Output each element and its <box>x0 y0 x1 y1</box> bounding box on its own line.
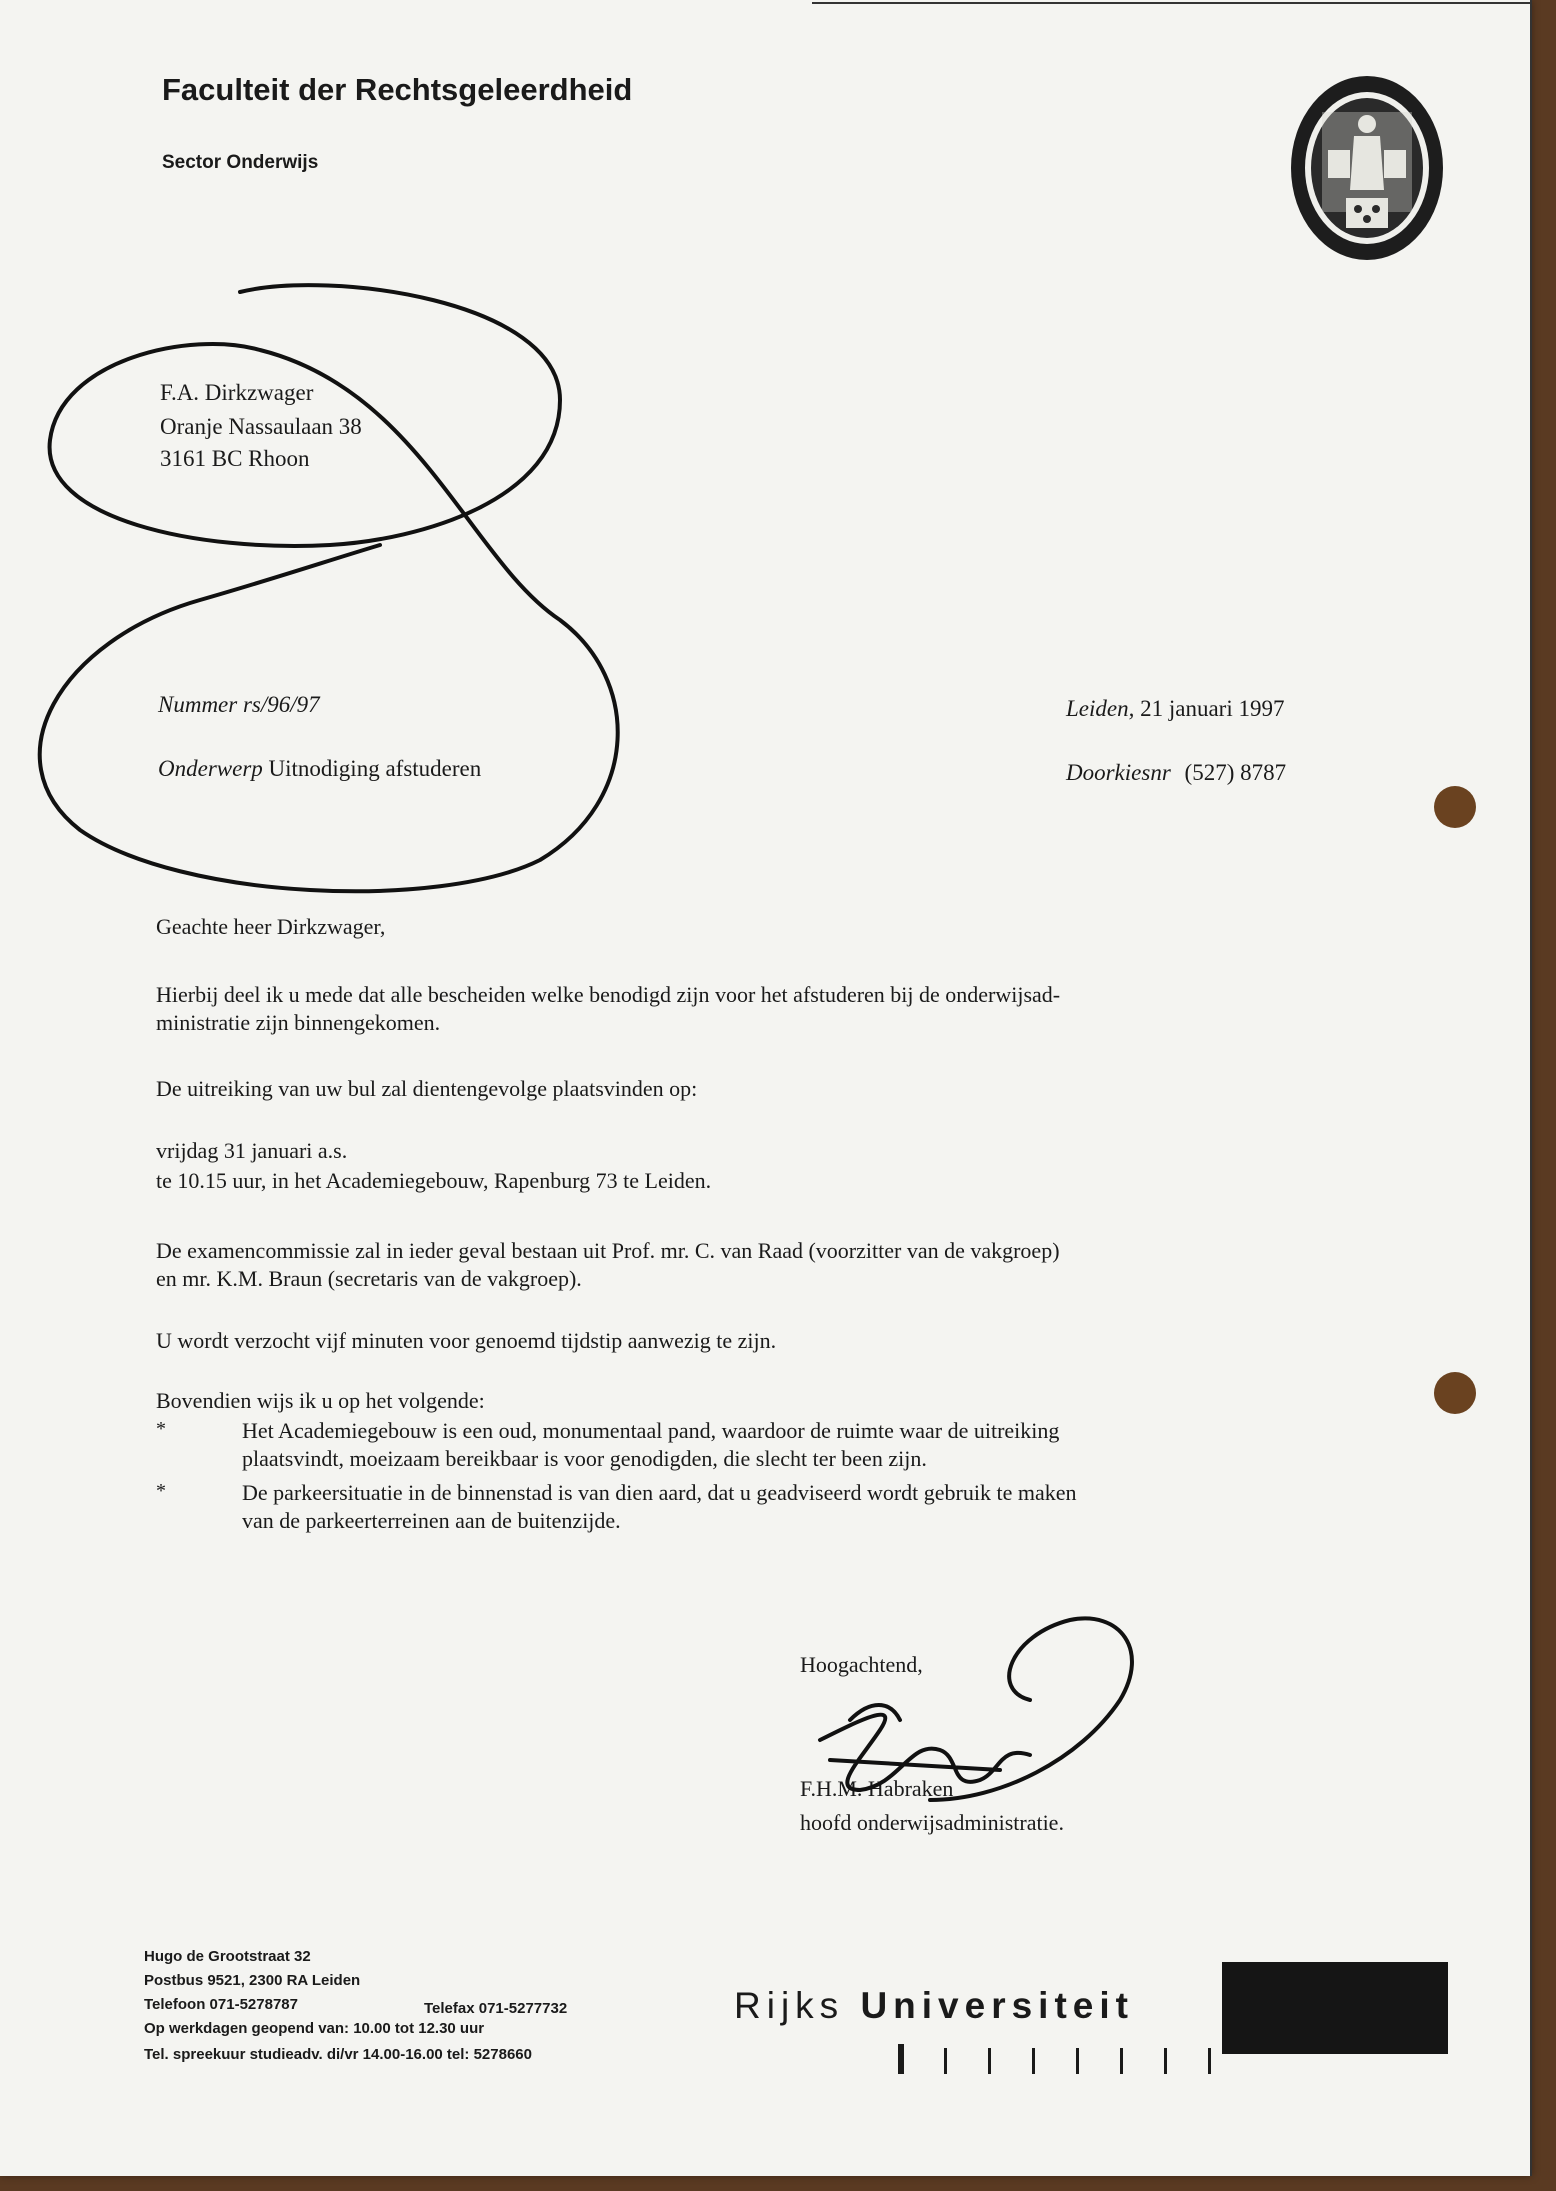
figure-eight-scribble <box>40 285 618 891</box>
signer-name: F.H.M. Habraken <box>800 1776 954 1801</box>
closing-greeting: Hoogachtend, <box>800 1652 923 1677</box>
bullet-marker: * <box>156 1418 166 1440</box>
item-2-line-2: van de parkeerterreinen aan de buitenzijde. <box>242 1508 621 1533</box>
page-edge-top <box>812 2 1532 4</box>
page-edge-right <box>1530 0 1532 2176</box>
salutation: Geachte heer Dirkzwager, <box>156 914 386 939</box>
sector-name: Sector Onderwijs <box>162 152 319 173</box>
paragraph-1-line-2: ministratie zijn binnengekomen. <box>156 1010 441 1035</box>
footer-telefoon: Telefoon 071-5278787 <box>144 1996 298 2013</box>
signer-role: hoofd onderwijsadministratie. <box>800 1810 1064 1835</box>
university-wordmark <box>734 1985 1134 2027</box>
signature-loop <box>930 1618 1132 1800</box>
paragraph-4-line-1: De examencommissie zal in ieder geval bestaan uit Prof. mr. C. van Raad (voorzitter van de vakgroep) <box>156 1238 1060 1263</box>
recipient-name: F.A. Dirkzwager <box>160 380 314 405</box>
phone-label: Doorkiesnr <box>1066 760 1171 785</box>
recipient-street: Oranje Nassaulaan 38 <box>160 414 362 439</box>
reference-subject <box>158 756 481 782</box>
date-value: 21 januari 1997 <box>1140 696 1285 721</box>
paragraph-1-line-1: Hierbij deel ik u mede dat alle bescheiden welke benodigd zijn voor het afstuderen bij de onderwijsad- <box>156 982 1061 1007</box>
place-label: Leiden, <box>1066 696 1135 721</box>
footer-hours: Op werkdagen geopend van: 10.00 tot 12.30 uur <box>144 2020 485 2037</box>
item-1-line-1: Het Academiegebouw is een oud, monumentaal pand, waardoor de ruimte waar de uitreiking <box>242 1418 1060 1443</box>
paragraph-3-line-2: te 10.15 uur, in het Academiegebouw, Rapenburg 73 te Leiden. <box>156 1168 712 1193</box>
footer-address: Hugo de Grootstraat 32 <box>144 1948 311 1965</box>
punch-hole <box>1434 786 1476 828</box>
footer-postbus: Postbus 9521, 2300 RA Leiden <box>144 1972 361 1989</box>
faculty-name: Faculteit der Rechtsgeleerdheid <box>162 72 633 107</box>
subject-value: Uitnodiging afstuderen <box>268 756 482 781</box>
wordmark-universiteit: Universiteit <box>860 1985 1134 2026</box>
reference-number <box>158 692 320 718</box>
redaction-block <box>1222 1962 1448 2054</box>
wordmark-bars <box>898 2044 1228 2078</box>
item-1-line-2: plaatsvindt, moeizaam bereikbaar is voor genodigden, die slecht ter been zijn. <box>242 1446 927 1471</box>
paragraph-3-line-1: vrijdag 31 januari a.s. <box>156 1138 348 1163</box>
phone-value: (527) 8787 <box>1184 760 1287 785</box>
direct-phone <box>1066 760 1286 786</box>
subject-label: Onderwerp <box>158 756 263 781</box>
recipient-city: 3161 BC Rhoon <box>160 446 310 471</box>
item-2-line-1: De parkeersituatie in de binnenstad is van dien aard, dat u geadviseerd wordt gebruik te maken <box>242 1480 1077 1505</box>
bullet-marker: * <box>156 1480 166 1502</box>
paragraph-6: Bovendien wijs ik u op het volgende: <box>156 1388 485 1413</box>
university-seal-icon <box>1288 72 1446 264</box>
wordmark-rijks: Rijks <box>734 1985 845 2026</box>
punch-hole <box>1434 1372 1476 1414</box>
paragraph-2: De uitreiking van uw bul zal dientengevolge plaatsvinden op: <box>156 1076 698 1101</box>
footer-spreekuur: Tel. spreekuur studieadv. di/vr 14.00-16.00 tel: 5278660 <box>144 2046 532 2063</box>
paragraph-5: U wordt verzocht vijf minuten voor genoemd tijdstip aanwezig te zijn. <box>156 1328 777 1353</box>
footer-telefax: Telefax 071-5277732 <box>424 2000 568 2017</box>
paragraph-4-line-2: en mr. K.M. Braun (secretaris van de vakgroep). <box>156 1266 582 1291</box>
number-value: rs/96/97 <box>242 692 320 717</box>
letter-date <box>1066 696 1284 722</box>
number-label: Nummer <box>158 692 238 717</box>
